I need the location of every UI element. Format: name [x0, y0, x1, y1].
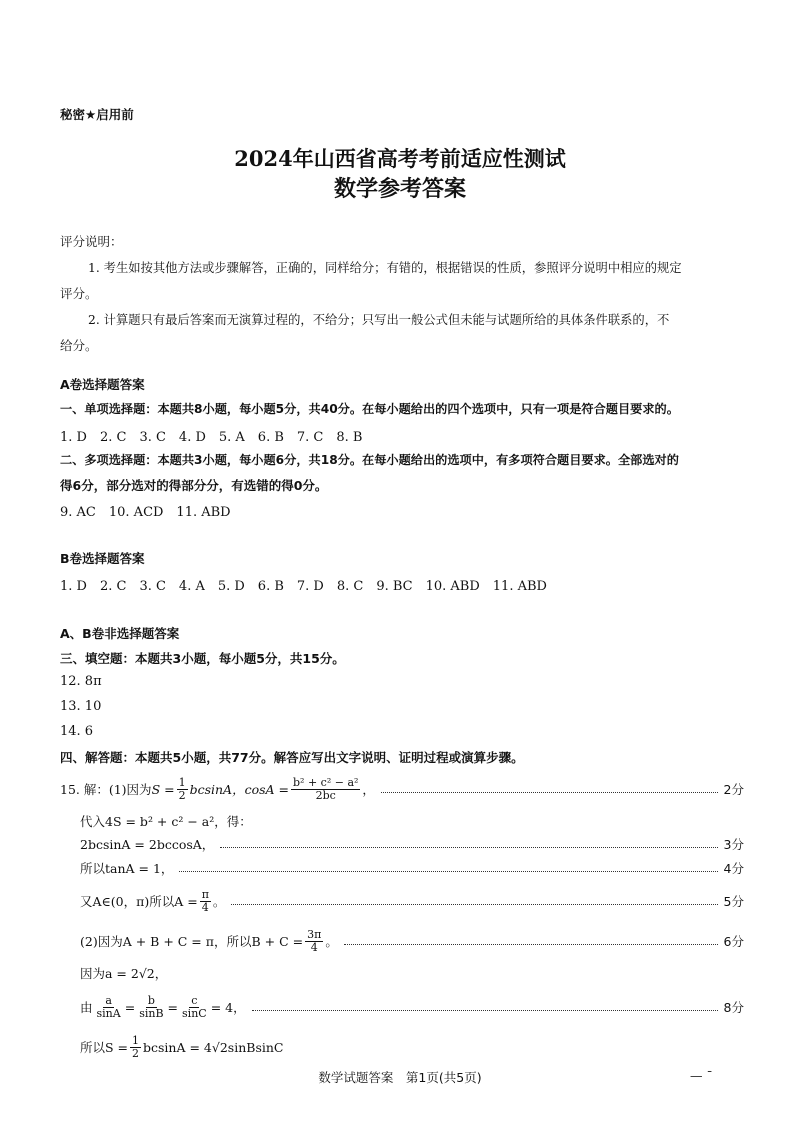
q15-s8-frac-b [137, 995, 165, 1019]
single-choice-answers: 1. D 2. C 3. C 4. D 5. A 6. B 7. C 8. B [60, 430, 363, 445]
solve-heading: 四、解答题：本题共5小题，共77分。解答应写出文字说明、证明过程或演算步骤。 [60, 750, 524, 765]
q15-s1-cos-frac [291, 777, 360, 801]
non-choice-heading: A、B卷非选择题答案 [60, 626, 180, 641]
q15-step-7 [80, 964, 744, 982]
grading-item-1-cont: 评分。 [60, 286, 98, 301]
dot-leader [231, 904, 717, 905]
q15-s5-frac [200, 889, 211, 913]
q15-step-8: 由 $\frac{a}{\sin A}$ = $\frac{b}{\sin B}$ = $\frac{c}{\sin C}$ = 4， 8分 [80, 993, 744, 1020]
q15-s1-end: ， [362, 782, 375, 797]
multi-choice-heading: 二、多项选择题：本题共3小题，每小题6分，共18分。在每小题给出的选项中，有多项符合题目要求。全部选对的 [60, 453, 679, 467]
q15-s8-n2: b [147, 993, 155, 1007]
q15-s6-num: 3π [307, 927, 322, 941]
q15-s6-den: 4 [310, 940, 318, 954]
volume-b-heading: B卷选择题答案 [60, 551, 145, 566]
points-label: 8分 [723, 1000, 744, 1015]
fill-answer-12: 12. 8π [60, 674, 102, 689]
q15-s2-text: 代入4S = b² + c² − a²，得： [80, 814, 252, 829]
q15-step-5 [80, 884, 744, 918]
q15-s1-half [177, 777, 188, 801]
multi-choice-answers: 9. AC 10. ACD 11. ABD [60, 505, 231, 520]
q15-label: 15. 解：(1)因为 [60, 782, 152, 797]
q15-s1-frac-num: b² + c² − a² [293, 775, 359, 789]
q15-s5-prefix: 又A∈(0，π)所以A = [80, 894, 198, 909]
q15-s1-frac-den: 2bc [315, 788, 336, 802]
q15-s5-end: 。 [212, 894, 226, 909]
points-label: 5分 [723, 894, 744, 909]
points-label: 3分 [723, 837, 744, 852]
q15-s9-prefix: 所以S = [80, 1040, 129, 1055]
q15-s8-frac-a [95, 995, 123, 1019]
q15-s1-half-num: 1 [178, 775, 186, 789]
footer-dash: — ˉ [690, 1068, 713, 1083]
q15-step-6 [80, 924, 744, 958]
points-label: 6分 [723, 934, 744, 949]
q15-step-3 [80, 835, 744, 853]
multi-choice-heading-cont: 得6分，部分选对的得部分分，有选错的得0分。 [60, 478, 328, 493]
q15-step-9 [80, 1030, 744, 1064]
page-title: 2024年山西省高考考前适应性测试 [234, 146, 566, 171]
points-label: 4分 [723, 861, 744, 876]
q15-step-4 [80, 859, 744, 877]
grading-item-2: 2. 计算题只有最后答案而无演算过程的，不给分；只写出一般公式但未能与试题所给的具体条件联系的，不 [88, 313, 670, 327]
q15-s1-half-den: 2 [178, 788, 186, 802]
q15-s6-end: 。 [325, 934, 338, 949]
q15-s1-a: S = [151, 781, 175, 797]
q15-s8-d2: sinB [139, 1006, 164, 1020]
page-subtitle: 数学参考答案 [333, 176, 466, 202]
dot-leader [220, 847, 717, 848]
q15-s7-text: 因为a = 2√2， [80, 966, 168, 981]
fill-answer-14: 14. 6 [60, 724, 94, 739]
q15-s8-d3: sinC [182, 1006, 207, 1020]
dot-leader [381, 792, 718, 793]
points-label: 2分 [723, 782, 744, 797]
fill-blank-heading: 三、填空题：本题共3小题，每小题5分，共15分。 [60, 651, 345, 666]
q15-s5-num: π [201, 887, 209, 901]
dot-leader [179, 871, 717, 872]
secret-mark: 秘密★启用前 [60, 107, 134, 122]
q15-s1-b: bcsinA，cosA = [189, 782, 289, 797]
q15-s9-frac [130, 1035, 141, 1059]
q15-s6-prefix: (2)因为A + B + C = π，所以B + C = [80, 934, 304, 949]
q15-s3-text: 2bcsinA = 2bccosA， [80, 837, 215, 852]
q15-s9-num: 1 [132, 1033, 140, 1047]
q15-s4-text: 所以tanA = 1， [80, 861, 174, 876]
volume-b-answers: 1. D 2. C 3. C 4. A 5. D 6. B 7. D 8. C 9. BC 10. ABD 11. ABD [60, 579, 547, 594]
grading-heading: 评分说明： [60, 234, 123, 249]
q15-s6-frac [305, 929, 323, 953]
q15-s9-den: 2 [132, 1046, 140, 1060]
q15-s8-n1: a [105, 993, 112, 1007]
page-footer: 数学试题答案 第1页(共5页) [318, 1070, 482, 1085]
q15-s5-den: 4 [201, 900, 209, 914]
q15-s9-end: bcsinA = 4√2sinBsinC [143, 1039, 284, 1055]
dot-leader [252, 1010, 718, 1011]
q15-s8-n3: c [191, 993, 198, 1007]
q15-s8-end: = 4， [210, 1000, 246, 1015]
q15-s8-frac-c [180, 995, 209, 1019]
fill-answer-13: 13. 10 [60, 699, 102, 714]
dot-leader [344, 944, 718, 945]
grading-item-1: 1. 考生如按其他方法或步骤解答，正确的，同样给分；有错的，根据错误的性质，参照评分说明中相应的规定 [88, 261, 682, 275]
single-choice-heading: 一、单项选择题：本题共8小题，每小题5分，共40分。在每小题给出的四个选项中，只有一项是符合题目要求的。 [60, 402, 679, 416]
q15-step-1 [60, 772, 744, 806]
q15-step-2 [80, 812, 744, 830]
q15-s8-d1: sinA [96, 1006, 121, 1020]
q15-s8-prefix: 由 [80, 1000, 93, 1015]
grading-item-2-cont: 给分。 [60, 338, 98, 353]
volume-a-heading: A卷选择题答案 [60, 377, 145, 392]
